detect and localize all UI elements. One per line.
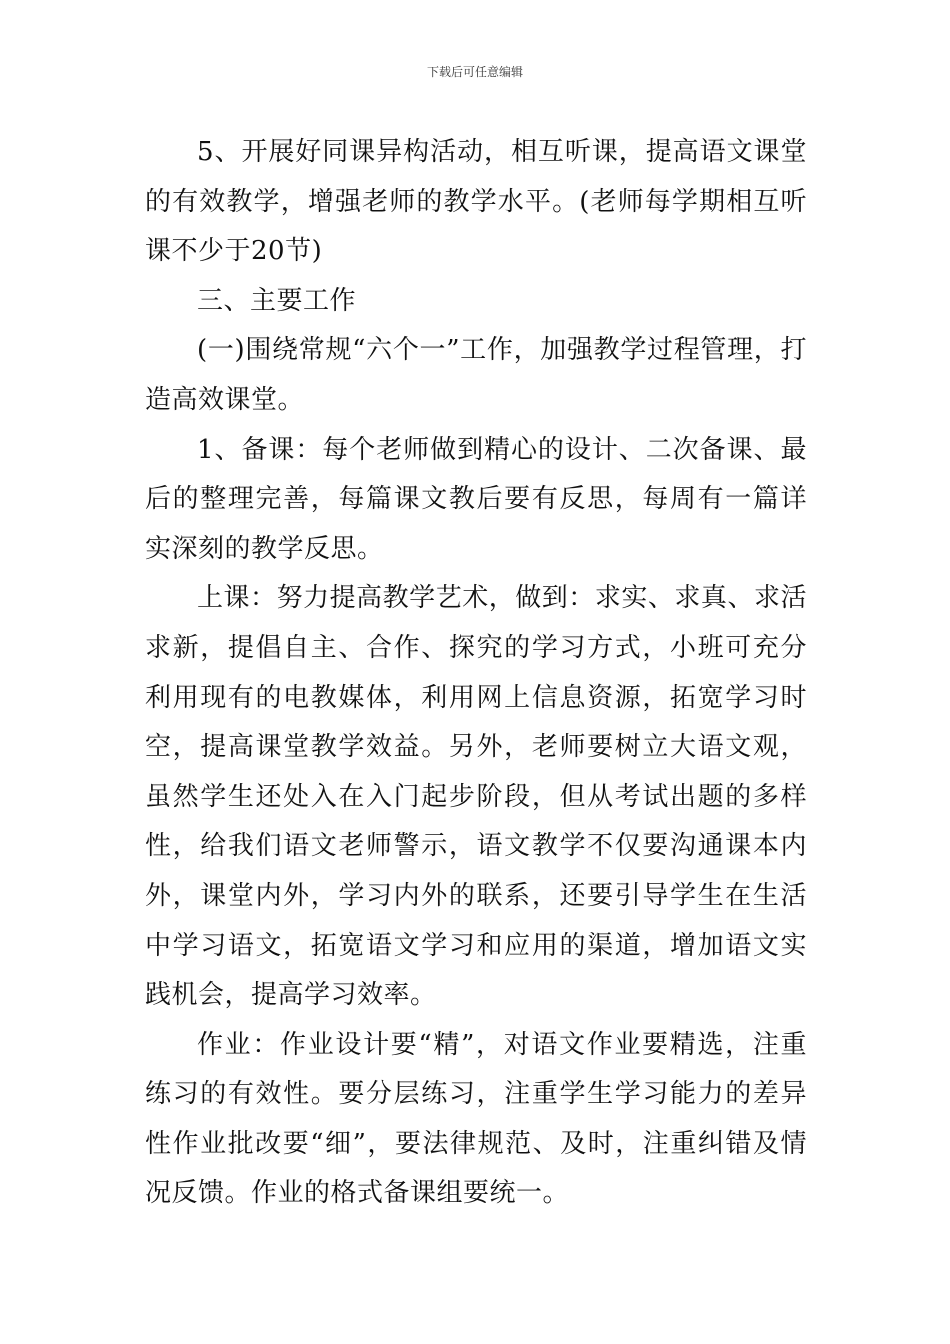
paragraph-homework: 作业：作业设计要“精”，对语文作业要精选，注重练习的有效性。要分层练习，注重学生学习能力的差异性作业批改要“细”，要法律规范、及时，注重纠错及情况反馈。作业的格式备课组要统一。: [145, 1029, 807, 1209]
paragraph-teaching: 上课：努力提高教学艺术，做到：求实、求真、求活求新，提倡自主、合作、探究的学习方式，小班可充分利用现有的电教媒体，利用网上信息资源，拓宽学习时空，提高课堂教学效益。另外，老师要树立大语文观，虽然学生还处入在入门起步阶段，但从考试出题的多样性，给我们语文老师警示，语文教学不仅要沟通课本内外，课堂内外，学习内外的联系，还要引导学生在生活中学习语文，拓宽语文学习和应用的渠道，增加语文实践机会，提高学习效率。: [145, 583, 807, 1011]
paragraph-lesson-preparation: 1、备课：每个老师做到精心的设计、二次备课、最后的整理完善，每篇课文教后要有反思，每周有一篇详实深刻的教学反思。: [145, 434, 807, 564]
section-heading-main-work: 三、主要工作: [197, 285, 357, 316]
paragraph-peer-lesson-activity: 5、开展好同课异构活动，相互听课，提高语文课堂的有效教学，增强老师的教学水平。(老师每学期相互听课不少于20节): [145, 137, 807, 267]
page-header: 下载后可任意编辑: [426, 65, 523, 79]
paragraph-routine-work: (一)围绕常规“六个一”工作，加强教学过程管理，打造高效课堂。: [145, 335, 807, 415]
document-body: [145, 128, 807, 1219]
